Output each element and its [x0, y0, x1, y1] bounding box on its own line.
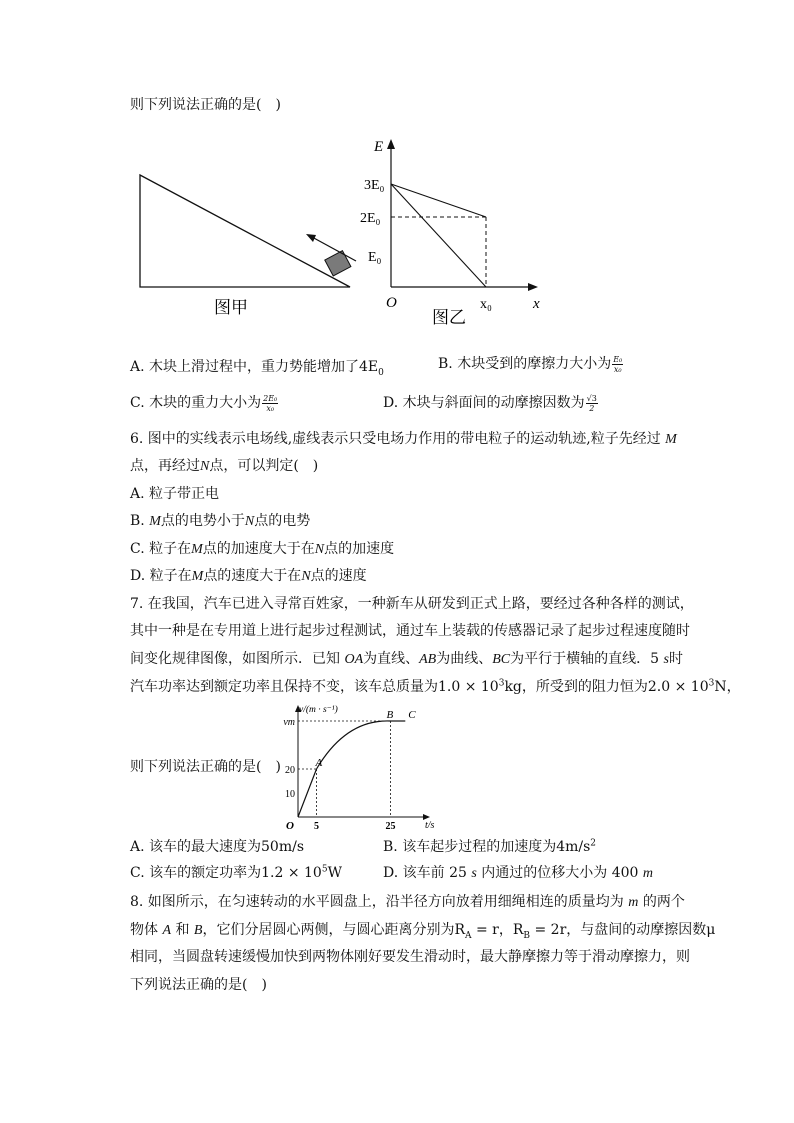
- chart-origin-label: O: [286, 820, 294, 832]
- q8-stem-line4: 下列说法正确的是( ): [130, 977, 267, 993]
- fig-yi-graph: [360, 135, 560, 335]
- x-arrow-icon: [528, 283, 538, 291]
- fraction: $\frac{\text{2E₀}}{\text{x₀}}$: [263, 393, 278, 413]
- tick-e0: E₀: [368, 250, 382, 265]
- q7-option-d[interactable]: D. 该车前 25 s 内通过的位移大小为 400 m: [383, 865, 653, 881]
- x-tick-label-5: 5: [314, 821, 319, 832]
- origin-label: O: [386, 295, 397, 311]
- arrow-head-icon: [306, 234, 316, 242]
- q5-prompt: 则下列说法正确的是( ): [130, 97, 281, 113]
- y-arrow-icon: [387, 139, 395, 149]
- v-axis-label: v/(m · s⁻¹): [299, 705, 338, 715]
- q6-stem-line2: 点，再经过N点，可以判定( ): [130, 458, 319, 474]
- fig-jia-label: 图甲: [214, 298, 248, 317]
- fig-jia-incline: [130, 165, 390, 325]
- q5-option-d[interactable]: D. 木块与斜面间的动摩擦因数为 $\frac{√3}{2}$: [383, 393, 597, 413]
- q6-option-a[interactable]: A. 粒子带正电: [130, 486, 220, 502]
- q5-option-c[interactable]: C. 木块的重力大小为 $\frac{\text{2E₀}}{\text{x₀}}$: [130, 393, 278, 413]
- fraction: $\frac{√3}{2}$: [586, 393, 597, 413]
- tick-x0: x₀: [480, 297, 492, 312]
- y-tick-label-vm: vm: [283, 717, 295, 728]
- segment-oa: [298, 769, 317, 817]
- q7-vt-chart: [275, 700, 455, 840]
- q6-option-c[interactable]: C. 粒子在M点的加速度大于在N点的加速度: [130, 541, 395, 557]
- q8-stem-line3: 相同，当圆盘转速缓慢加快到两物体刚好要发生滑动时，最大静摩擦力等于滑动摩擦力，则: [130, 949, 690, 965]
- q5-option-a[interactable]: A. 木块上滑过程中，重力势能增加了$4E_0$: [130, 359, 384, 378]
- line-3e0-to-2e0: [391, 184, 486, 217]
- y-tick-label-20: 20: [285, 765, 295, 776]
- q7-stem-line1: 7. 在我国，汽车已进入寻常百姓家，一种新车从研发到正式上路，要经过各种各样的测试，: [130, 596, 694, 612]
- x-tick-label-25: 25: [385, 821, 396, 832]
- q6-option-b[interactable]: B. M点的电势小于N点的电势: [130, 513, 311, 529]
- line-3e0-to-0: [391, 184, 486, 287]
- q6-stem-line1: 6. 图中的实线表示电场线,虚线表示只受电场力作用的带电粒子的运动轨迹,粒子先经过 M: [130, 431, 677, 447]
- fig-yi-label: 图乙: [432, 308, 466, 327]
- q7-option-b[interactable]: B. 该车起步过程的加速度为$4m/s^2$: [383, 838, 597, 855]
- q7-prompt: 则下列说法正确的是( ): [130, 759, 281, 775]
- q7-stem-line2: 其中一种是在专用道上进行起步过程测试，通过车上装载的传感器记录了起步过程速度随时: [130, 623, 690, 639]
- q8-stem-line2: 物体 A 和 B，它们分居圆心两侧，与圆心距离分别为$R_A = r$，$R_B = 2r$，与盘间的动摩擦因数μ: [130, 922, 716, 941]
- t-axis-label: t/s: [425, 820, 435, 831]
- fraction: $\frac{\text{E₀}}{\text{x₀}}$: [613, 354, 623, 374]
- tick-2e0: 2E₀: [360, 211, 381, 226]
- point-label-a: A: [315, 757, 323, 769]
- x-axis-label: x: [533, 296, 540, 312]
- q6-option-d[interactable]: D. 粒子在M点的速度大于在N点的速度: [130, 568, 367, 584]
- q5-option-b[interactable]: B. 木块受到的摩擦力大小为 $\frac{\text{E₀}}{\text{x₀}}$: [438, 354, 623, 374]
- q7-stem-line4: 汽车功率达到额定功率且保持不变，该车总质量为$1.0 \times 10^3kg$，所受到的阻力恒为$2.0 \times 10^3N$，: [130, 678, 741, 695]
- q8-stem-line1: 8. 如图所示，在匀速转动的水平圆盘上，沿半径方向放着用细绳相连的质量均为 m 的两个: [130, 894, 685, 910]
- y-axis-label: E: [374, 139, 384, 155]
- tick-3e0: 3E₀: [364, 178, 385, 193]
- incline-triangle: [140, 175, 350, 287]
- block-icon: [325, 251, 351, 276]
- point-label-b: B: [386, 709, 394, 721]
- segment-ab-curve: [317, 721, 391, 769]
- y-tick-label-10: 10: [285, 789, 295, 800]
- point-label-c: C: [408, 709, 416, 721]
- q7-stem-line3: 间变化规律图像，如图所示．已知 OA为直线、AB为曲线、BC为平行于横轴的直线．5 s时: [130, 651, 683, 667]
- q7-option-c[interactable]: C. 该车的额定功率为$1.2 \times 10^5W$: [130, 864, 342, 881]
- q7-option-a[interactable]: A. 该车的最大速度为50m/s: [130, 839, 305, 855]
